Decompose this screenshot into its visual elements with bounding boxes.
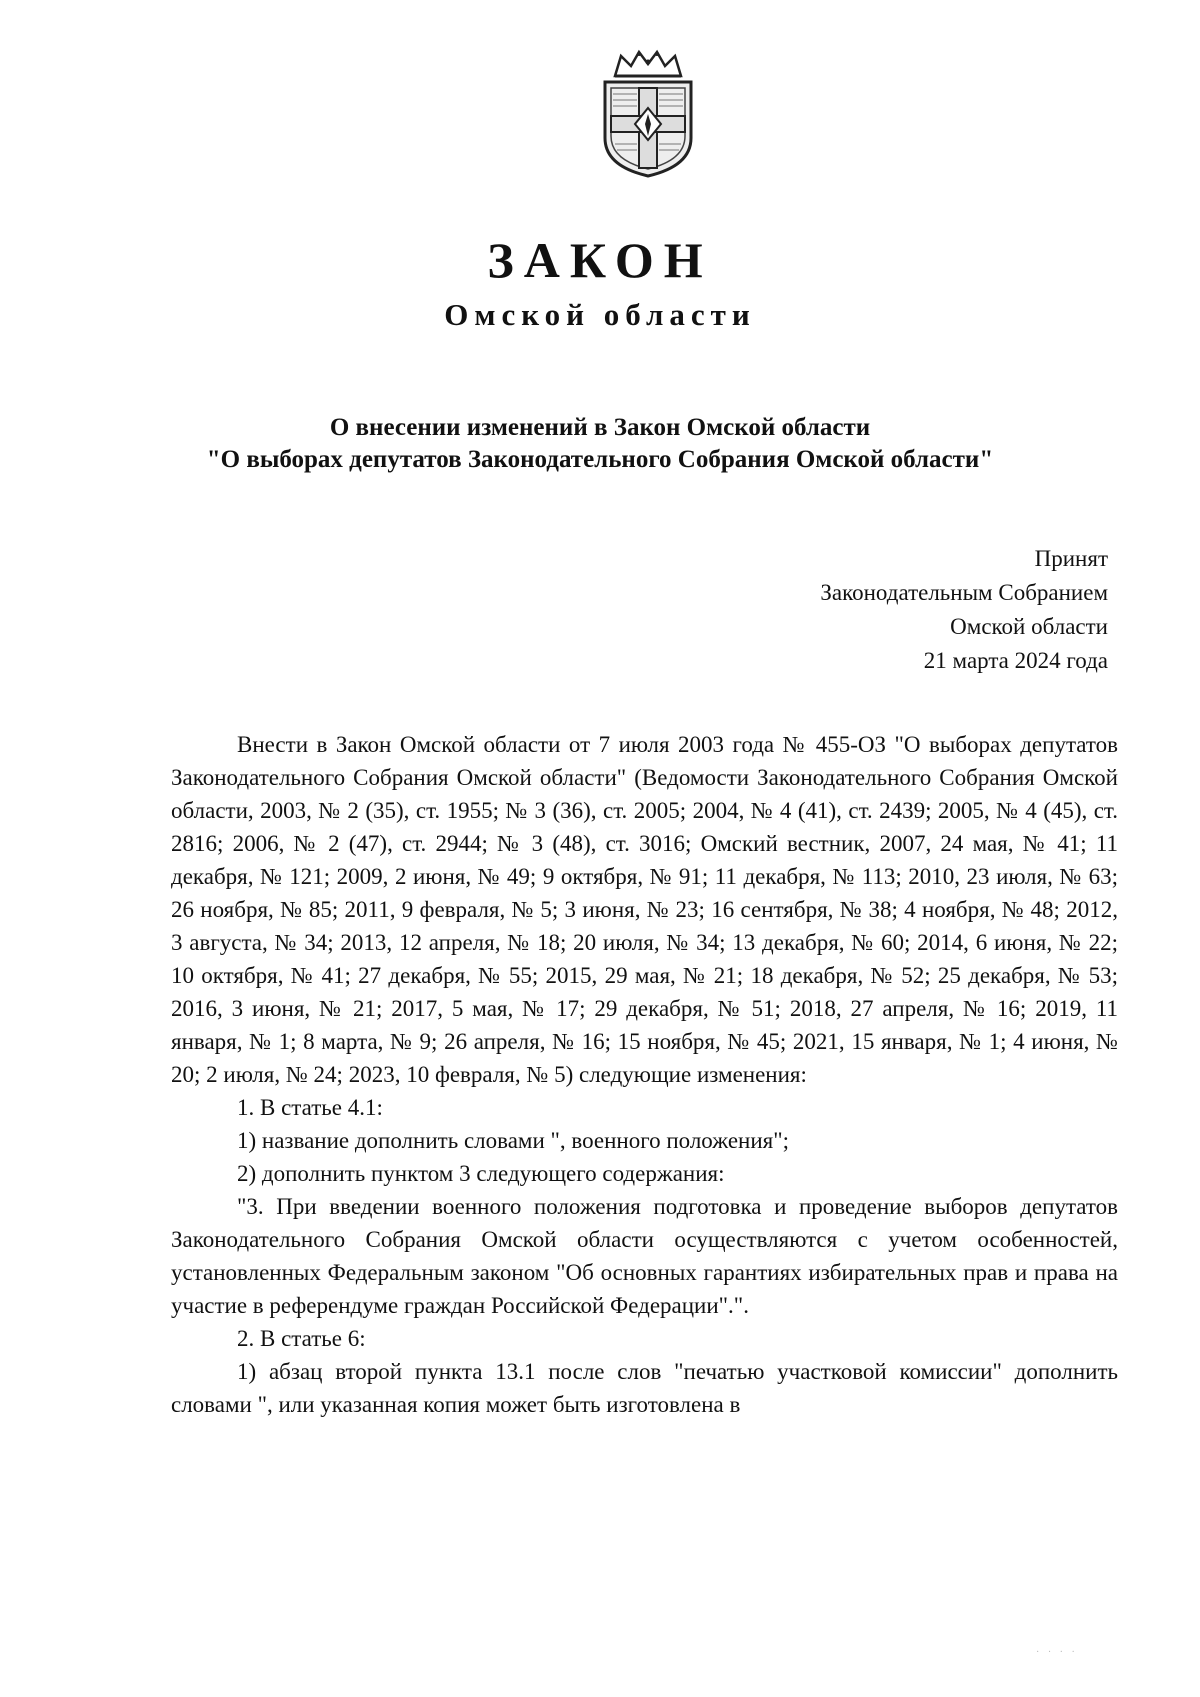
article-item-1-2: 2) дополнить пунктом 3 следующего содержания: (237, 1161, 725, 1186)
article-item-1-1: 1) название дополнить словами ", военного положения"; (237, 1128, 789, 1153)
law-name-line-2: "О выборах депутатов Законодательного Собрания Омской области" (206, 446, 994, 473)
omsk-coat-of-arms-icon (593, 48, 703, 178)
adoption-line-1: Принят (1034, 546, 1108, 571)
article-item-2: 2. В статье 6: (237, 1326, 366, 1351)
law-name-line-1: О внесении изменений в Закон Омской области (329, 414, 871, 441)
document-title: ЗАКОН (487, 232, 713, 288)
intro-paragraph: Внести в Закон Омской области от 7 июля 2003 года № 455-ОЗ "О выборах депутатов Законодательного Собрания Омской области" (Ведомости Законодательного Собрания Омской области, 2003, № 2 (35), ст. 1955; № 3 (36), ст. 2005; 2004, № 4 (41), ст. 2439; 2005, № 4 (45), ст. 2816; 2006, № 2 (47), ст. 2944; № 3 (48), ст. 3016; Омский вестник, 2007, 24 мая, № 41; 11 декабря, № 121; 2009, 2 июня, № 49; 9 октября, № 91; 11 декабря, № 113; 2010, 23 июля, № 63; 26 ноября, № 85; 2011, 9 февраля, № 5; 3 июня, № 23; 16 сентября, № 38; 4 ноября, № 48; 2012, 3 августа, № 34; 2013, 12 апреля, № 18; 20 июля, № 34; 13 декабря, № 60; 2014, 6 июня, № 22; 10 октября, № 41; 27 декабря, № 55; 2015, 29 мая, № 21; 18 декабря, № 52; 25 декабря, № 53; 2016, 3 июня, № 21; 2017, 5 мая, № 17; 29 декабря, № 51; 2018, 27 апреля, № 16; 2019, 11 января, № 1; 8 марта, № 9; 26 апреля, № 16; 15 ноября, № 45; 2021, 15 января, № 1; 4 июня, № 20; 2 июля, № 24; 2023, 10 февраля, № 5) следующие изменения: (171, 732, 1118, 1087)
adoption-date: 21 марта 2024 года (923, 648, 1108, 673)
document-subtitle: Омской области (444, 297, 756, 332)
article-item-1-2-text: "3. При введении военного положения подготовка и проведение выборов депутатов Законодательного Собрания Омской области осуществляются с учетом особенностей, установленных Федеральным законом "Об основных гарантиях избирательных прав и права на участие в референдуме граждан Российской Федерации".". (171, 1194, 1118, 1318)
article-item-1: 1. В статье 4.1: (237, 1095, 383, 1120)
adoption-line-2: Законодательным Собранием (820, 580, 1108, 605)
scan-artifact: · · · · (1036, 1647, 1078, 1658)
adoption-info (820, 542, 1108, 678)
law-name (0, 412, 1200, 476)
adoption-line-3: Омской области (950, 614, 1108, 639)
law-body (171, 728, 1118, 1421)
article-item-2-1: 1) абзац второй пункта 13.1 после слов "печатью участковой комиссии" дополнить словами ", или указанная копия может быть изготовлена в (171, 1359, 1118, 1417)
